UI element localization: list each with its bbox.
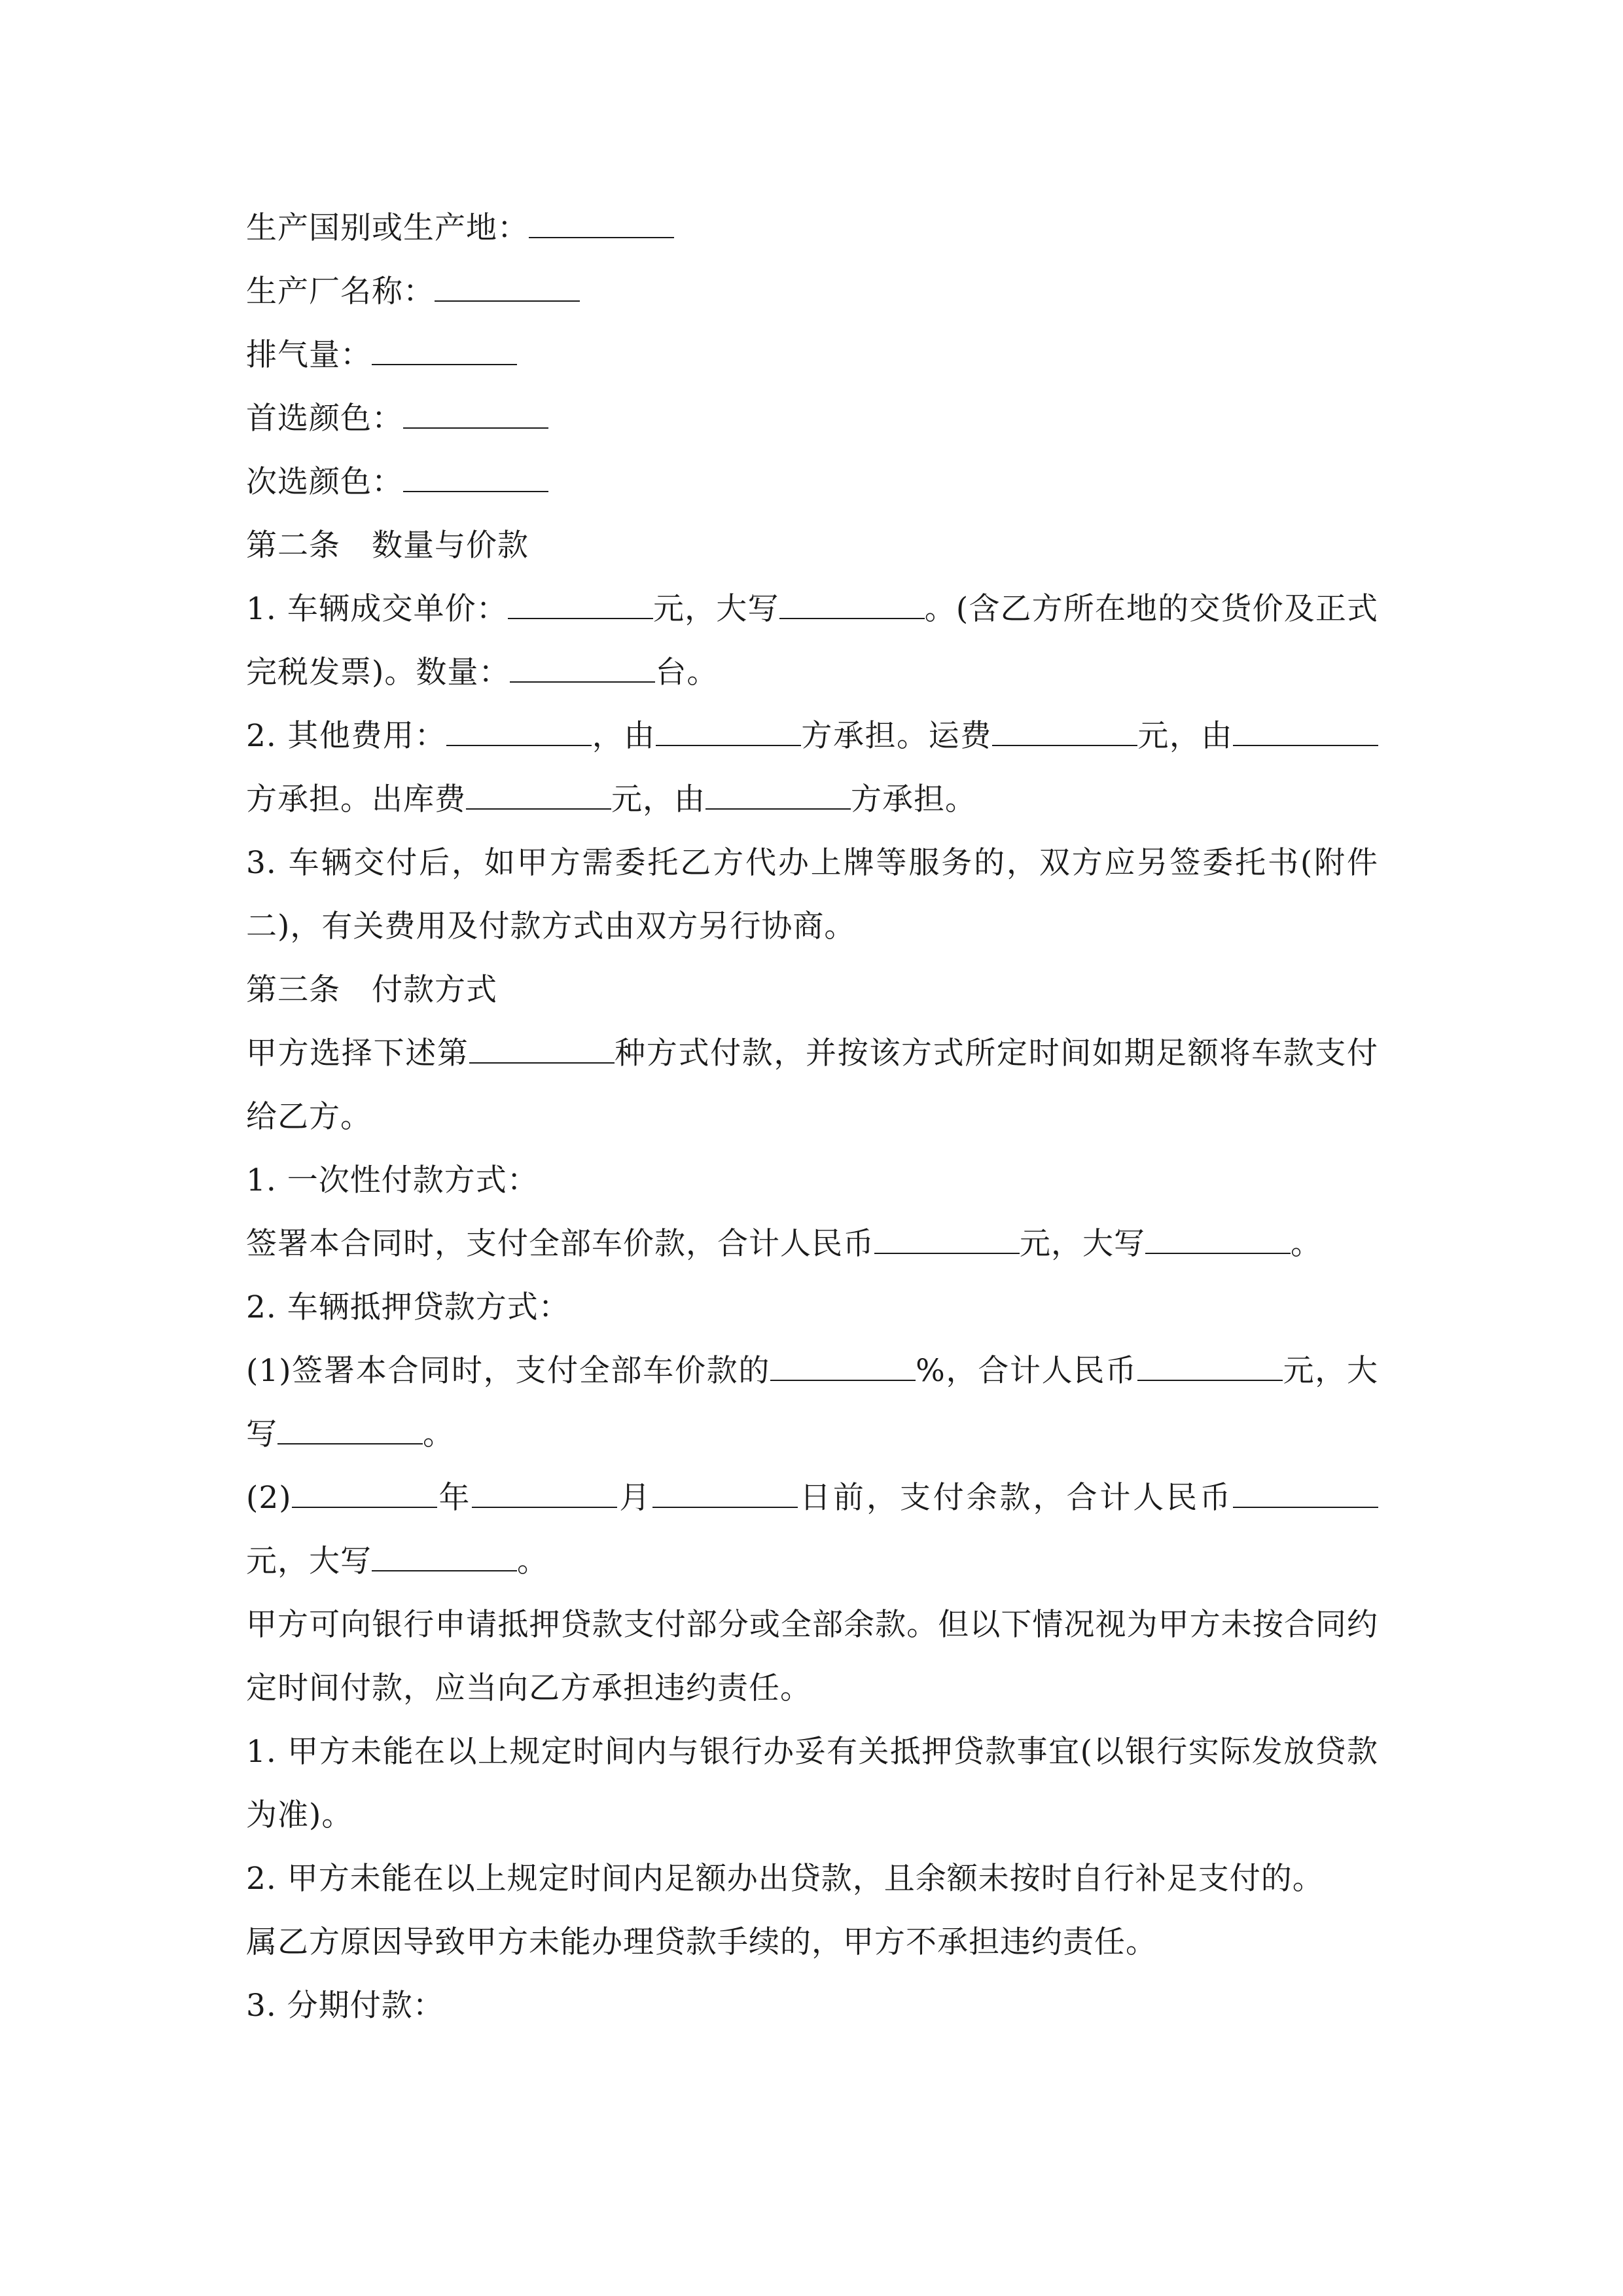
line-text: 2. 甲方未能在以上规定时间内足额办出贷款，且余额未按时自行补足支付的。 bbox=[246, 1861, 1324, 1897]
fill-in-blank[interactable] bbox=[292, 1480, 437, 1508]
line-text: 排气量： bbox=[246, 337, 372, 373]
line-text: 台。 bbox=[655, 655, 719, 691]
line-text: 首选颜色： bbox=[246, 401, 403, 437]
fill-in-blank[interactable] bbox=[1233, 1480, 1378, 1508]
line-mortgage-1 bbox=[246, 1339, 1378, 1466]
line-text: 1. 车辆成交单价： bbox=[246, 591, 508, 627]
fill-in-blank[interactable] bbox=[372, 338, 517, 365]
line-mortgage-2 bbox=[246, 1466, 1378, 1593]
fill-in-blank[interactable] bbox=[1145, 1227, 1291, 1254]
line-text: (1)签署本合同时，支付全部车价款的 bbox=[246, 1353, 771, 1389]
line-text: 2. 车辆抵押贷款方式： bbox=[246, 1289, 570, 1325]
line-lump-sum-title bbox=[246, 1149, 1378, 1212]
line-text: 生产厂名称： bbox=[246, 274, 435, 310]
line-text: 元，由 bbox=[1137, 718, 1234, 754]
line-text: 方承担。 bbox=[851, 781, 976, 817]
line-text: 。 bbox=[1291, 1226, 1322, 1262]
line-manufacturer bbox=[246, 260, 1378, 323]
line-text: 第三条 付款方式 bbox=[246, 972, 497, 1008]
line-text: 月 bbox=[617, 1480, 653, 1516]
line-text: 次选颜色： bbox=[246, 464, 403, 500]
line-text: 日前，支付余款，合计人民币 bbox=[798, 1480, 1234, 1516]
line-mortgage-title bbox=[246, 1276, 1378, 1339]
line-origin bbox=[246, 196, 1378, 260]
line-clause-2-2 bbox=[246, 704, 1378, 831]
line-text: (2) bbox=[246, 1480, 292, 1516]
line-text: 1. 一次性付款方式： bbox=[246, 1162, 539, 1198]
fill-in-blank[interactable] bbox=[1233, 719, 1378, 746]
line-text: 。 bbox=[423, 1416, 454, 1452]
line-mortgage-note bbox=[246, 1593, 1378, 1720]
line-text: 方承担。运费 bbox=[800, 718, 992, 754]
line-breach-exception bbox=[246, 1910, 1378, 1974]
line-text: 元，由 bbox=[611, 781, 705, 817]
line-article-2-heading bbox=[246, 514, 1378, 577]
line-displacement bbox=[246, 323, 1378, 387]
line-text: 。(含乙方所在地的交货价及正式完税发票)。数量： bbox=[246, 591, 1378, 691]
line-installment-title bbox=[246, 1974, 1378, 2037]
line-text: 元，大写 bbox=[246, 1543, 372, 1579]
line-text: 元，大写 bbox=[1020, 1226, 1145, 1262]
fill-in-blank[interactable] bbox=[403, 401, 548, 429]
fill-in-blank[interactable] bbox=[770, 1354, 916, 1381]
line-text: 元，大写 bbox=[652, 591, 779, 627]
line-text: 甲方选择下述第 bbox=[246, 1035, 469, 1071]
line-payment-choice bbox=[246, 1022, 1378, 1149]
fill-in-blank[interactable] bbox=[779, 592, 925, 619]
line-text: 年 bbox=[437, 1480, 473, 1516]
line-breach-2 bbox=[246, 1847, 1378, 1910]
line-text: 属乙方原因导致甲方未能办理贷款手续的，甲方不承担违约责任。 bbox=[246, 1924, 1157, 1960]
line-text: 签署本合同时，支付全部车价款，合计人民币 bbox=[246, 1226, 874, 1262]
fill-in-blank[interactable] bbox=[466, 782, 611, 810]
line-breach-1 bbox=[246, 1720, 1378, 1847]
line-text: 第二条 数量与价款 bbox=[246, 528, 529, 564]
line-text: ，由 bbox=[592, 718, 656, 754]
fill-in-blank[interactable] bbox=[1137, 1354, 1283, 1381]
line-clause-2-3 bbox=[246, 831, 1378, 958]
contract-body bbox=[246, 196, 1378, 2037]
line-text: 3. 车辆交付后，如甲方需委托乙方代办上牌等服务的，双方应另签委托书(附件二)，有关费用及付款方式由双方另行协商。 bbox=[246, 845, 1378, 944]
fill-in-blank[interactable] bbox=[472, 1480, 617, 1508]
fill-in-blank[interactable] bbox=[508, 592, 653, 619]
line-text: 元，大写 bbox=[246, 1353, 1379, 1452]
line-article-3-heading bbox=[246, 958, 1378, 1022]
fill-in-blank[interactable] bbox=[705, 782, 851, 810]
line-text: 生产国别或生产地： bbox=[246, 210, 529, 246]
fill-in-blank[interactable] bbox=[403, 465, 548, 492]
line-text: 3. 分期付款： bbox=[246, 1988, 444, 2024]
line-text: 方承担。出库费 bbox=[246, 781, 466, 817]
fill-in-blank[interactable] bbox=[469, 1036, 615, 1064]
fill-in-blank[interactable] bbox=[277, 1417, 423, 1444]
line-text: 甲方可向银行申请抵押贷款支付部分或全部余款。但以下情况视为甲方未按合同约定时间付款，应当向乙方承担违约责任。 bbox=[246, 1607, 1378, 1706]
fill-in-blank[interactable] bbox=[992, 719, 1137, 746]
line-text: 种方式付款，并按该方式所定时间如期足额将车款支付给乙方。 bbox=[246, 1035, 1379, 1135]
fill-in-blank[interactable] bbox=[656, 719, 801, 746]
line-text: %，合计人民币 bbox=[916, 1353, 1137, 1389]
line-clause-2-1 bbox=[246, 577, 1378, 704]
line-lump-sum-body bbox=[246, 1212, 1378, 1276]
fill-in-blank[interactable] bbox=[874, 1227, 1020, 1254]
line-text: 。 bbox=[517, 1543, 548, 1579]
fill-in-blank[interactable] bbox=[652, 1480, 798, 1508]
fill-in-blank[interactable] bbox=[435, 274, 580, 302]
line-first-color bbox=[246, 387, 1378, 450]
line-text: 1. 甲方未能在以上规定时间内与银行办妥有关抵押贷款事宜(以银行实际发放贷款为准)。 bbox=[246, 1734, 1378, 1833]
fill-in-blank[interactable] bbox=[510, 655, 655, 683]
fill-in-blank[interactable] bbox=[372, 1544, 517, 1571]
line-second-color bbox=[246, 450, 1378, 514]
fill-in-blank[interactable] bbox=[446, 719, 592, 746]
fill-in-blank[interactable] bbox=[529, 211, 674, 238]
line-text: 2. 其他费用： bbox=[246, 718, 447, 754]
